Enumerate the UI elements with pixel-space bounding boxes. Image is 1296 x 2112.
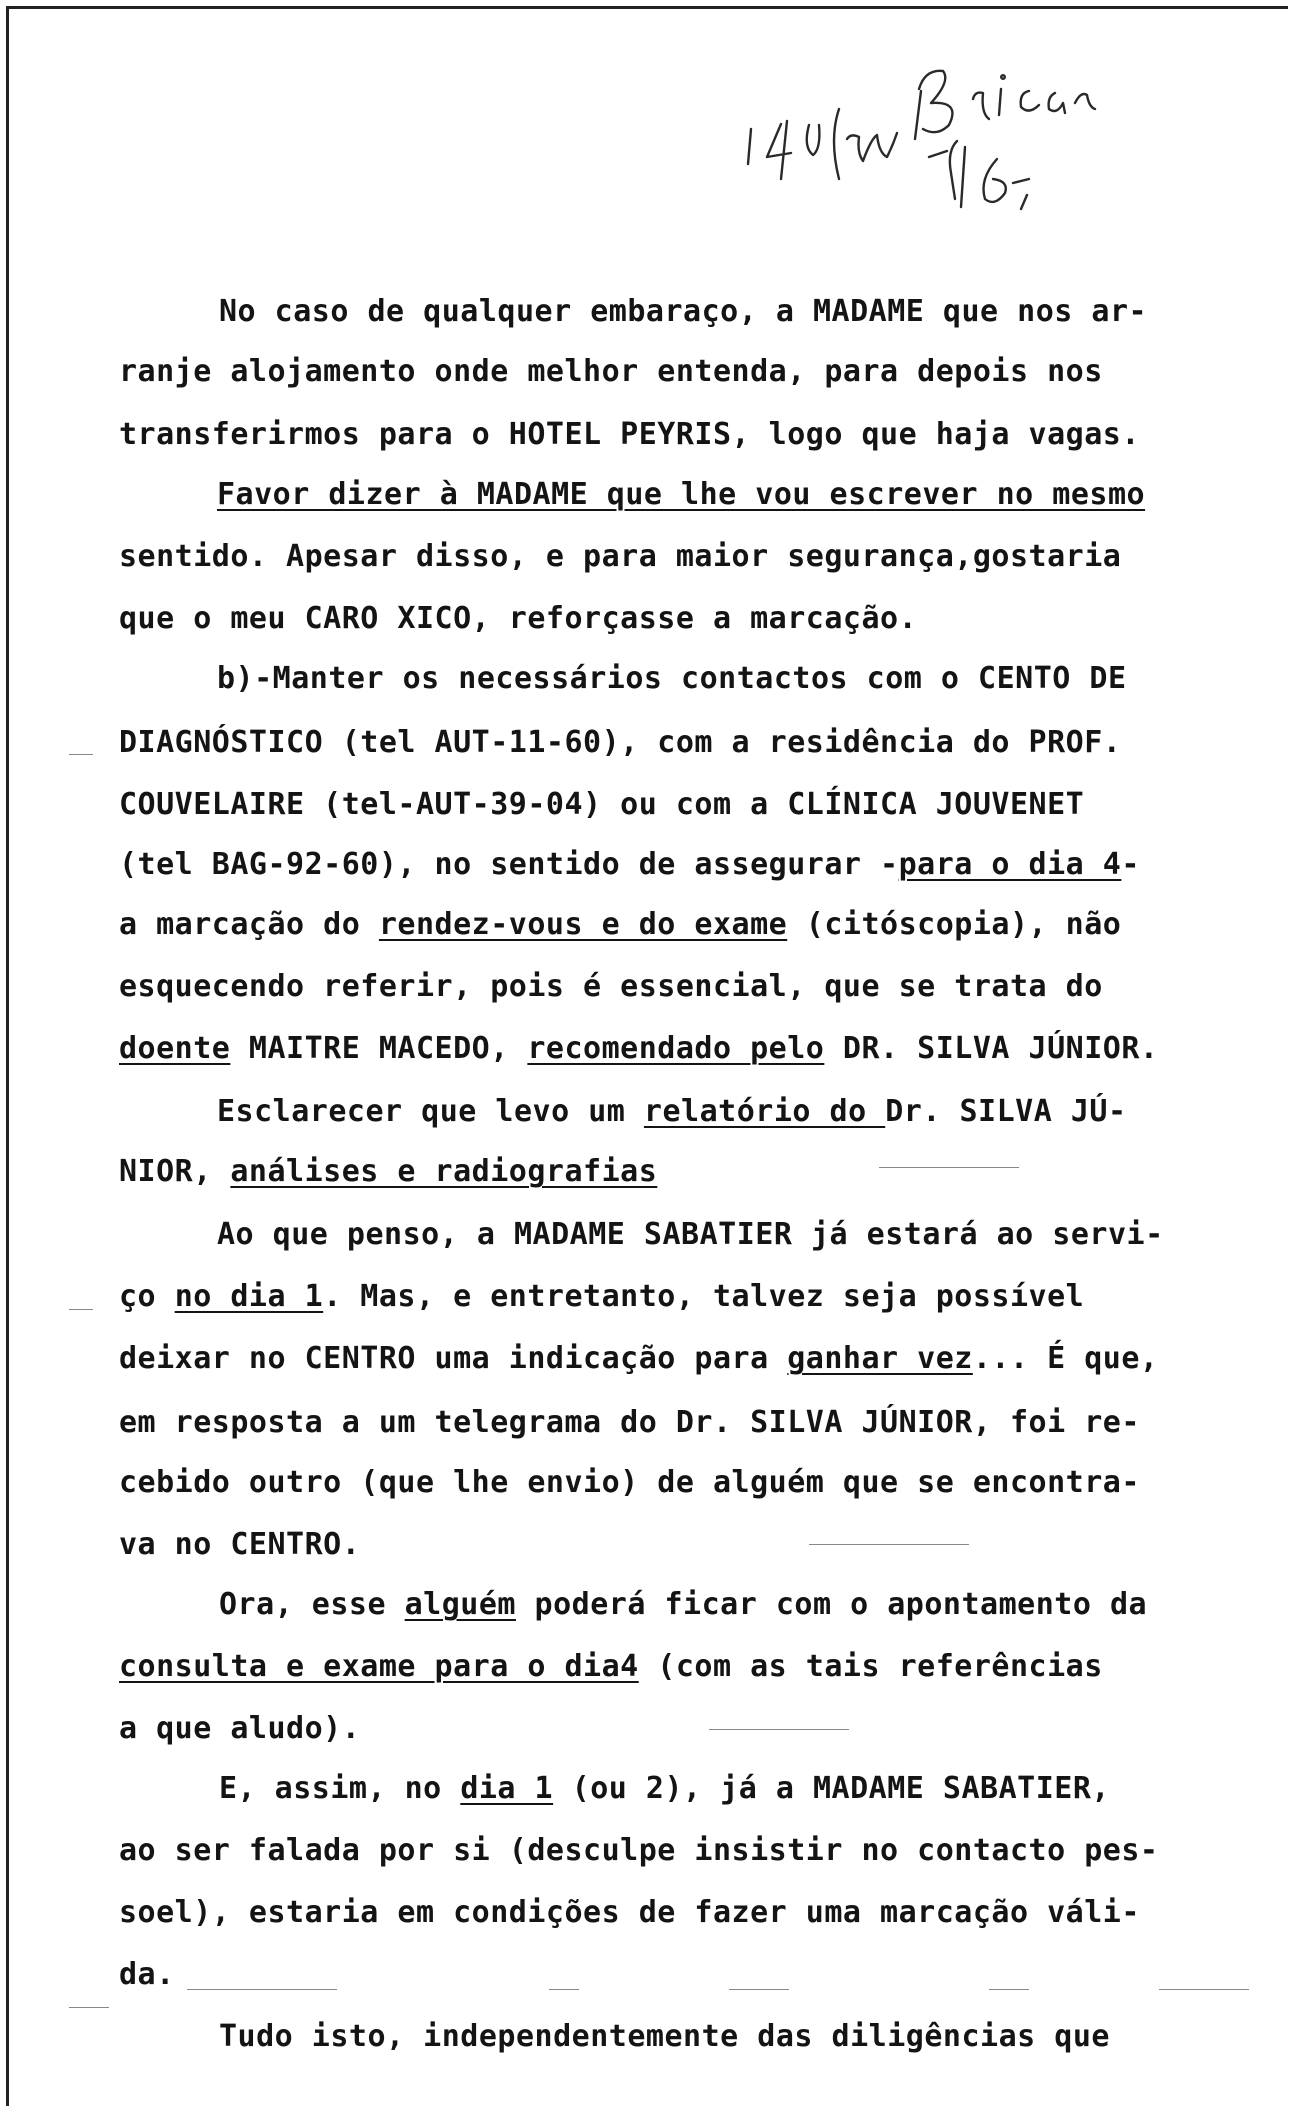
underlined-text: análises e radiografias	[230, 1154, 658, 1189]
letter-line	[217, 661, 1127, 697]
line-text: transferirmos para o HOTEL PEYRIS, logo que haja vagas.	[119, 417, 1140, 452]
letter-line	[119, 1279, 1084, 1315]
letter-line	[119, 1833, 1158, 1869]
typewritten-letter-page	[6, 6, 1288, 2106]
line-text: Tudo isto, independentemente das diligências que	[219, 2019, 1110, 2054]
underlined-text: ganhar vez	[787, 1341, 973, 1376]
line-text: ao ser falada por si (desculpe insistir no contacto pes-	[119, 1833, 1159, 1868]
line-text: (citóscopia), não	[787, 907, 1122, 942]
letter-line	[119, 1957, 175, 1993]
letter-line	[217, 477, 1145, 513]
line-text: sentido. Apesar disso, e para maior segurança,gostaria	[119, 539, 1122, 574]
underlined-text: no dia 1	[174, 1279, 324, 1314]
letter-line	[119, 1465, 1140, 1501]
underlined-text: para o dia 4	[898, 847, 1122, 882]
line-text: NIOR,	[119, 1154, 231, 1189]
letter-line	[119, 787, 1084, 823]
underlined-text: recomendado pelo	[527, 1031, 825, 1066]
underlined-text: doente	[119, 1031, 231, 1066]
line-text: cebido outro (que lhe envio) de alguém que se encontra-	[119, 1465, 1140, 1500]
underlined-text: dia 1	[460, 1771, 554, 1806]
letter-line	[119, 1649, 1103, 1685]
line-text: ... É que,	[972, 1341, 1159, 1376]
letter-line	[217, 1217, 1164, 1253]
letter-line	[119, 1341, 1158, 1377]
letter-line	[119, 725, 1121, 761]
line-text: COUVELAIRE (tel-AUT-39-04) ou com a CLÍNICA JOUVENET	[119, 787, 1085, 822]
line-text: deixar no CENTRO uma indicação para	[119, 1341, 788, 1376]
line-text: ço	[119, 1279, 175, 1314]
underlined-text: consulta e exame para o dia4	[119, 1649, 639, 1684]
letter-line	[119, 907, 1121, 943]
line-text: Esclarecer que levo um	[217, 1094, 644, 1129]
line-text: poderá ficar com o apontamento da	[516, 1587, 1148, 1622]
letter-line	[119, 539, 1121, 575]
handwritten-address-note	[729, 29, 1189, 219]
line-text: . Mas, e entretanto, talvez seja possível	[323, 1279, 1085, 1314]
underlined-text: Favor dizer à MADAME que lhe vou escrever no mesmo	[217, 477, 1146, 512]
line-text: que o meu CARO XICO, reforçasse a marcação.	[119, 601, 918, 636]
line-text: Ora, esse	[219, 1587, 405, 1622]
underlined-text: rendez-vous e do exame	[378, 907, 788, 942]
letter-line	[219, 1587, 1147, 1623]
letter-line	[119, 1154, 657, 1190]
line-text: da.	[119, 1957, 175, 1992]
letter-line	[217, 1094, 1127, 1130]
line-text: ranje alojamento onde melhor entenda, para depois nos	[119, 354, 1103, 389]
letter-line	[119, 847, 1140, 883]
line-text: em resposta a um telegrama do Dr. SILVA JÚNIOR, foi re-	[119, 1405, 1140, 1440]
line-text: MAITRE MACEDO,	[230, 1031, 528, 1066]
handwriting-scribble-icon	[729, 29, 1189, 219]
line-text: esquecendo referir, pois é essencial, que se trata do	[119, 969, 1103, 1004]
line-text: Dr. SILVA JÚ-	[885, 1094, 1127, 1129]
line-text: E, assim, no	[219, 1771, 461, 1806]
underlined-text: relatório do	[643, 1094, 886, 1129]
line-text: -	[1121, 847, 1140, 882]
line-text: a marcação do	[119, 907, 379, 942]
line-text: No caso de qualquer embaraço, a MADAME que nos ar-	[219, 294, 1148, 329]
letter-line	[219, 1771, 1110, 1807]
line-text: a que aludo).	[119, 1711, 361, 1746]
line-text: b)-Manter os necessários contactos com o CENTO DE	[217, 661, 1127, 696]
underlined-text: alguém	[404, 1587, 516, 1622]
letter-line	[119, 969, 1103, 1005]
line-text: (com as tais referências	[638, 1649, 1103, 1684]
line-text: (tel BAG-92-60), no sentido de assegurar -	[119, 847, 899, 882]
letter-line	[119, 601, 917, 637]
letter-line	[119, 1031, 1158, 1067]
line-text: va no CENTRO.	[119, 1527, 361, 1562]
line-text: soel), estaria em condições de fazer uma marcação váli-	[119, 1895, 1140, 1930]
line-text: Ao que penso, a MADAME SABATIER já estará ao servi-	[217, 1217, 1164, 1252]
letter-line	[119, 1711, 360, 1747]
line-text: DR. SILVA JÚNIOR.	[824, 1031, 1159, 1066]
letter-line	[119, 1405, 1140, 1441]
letter-line	[119, 1895, 1140, 1931]
letter-line	[119, 1527, 360, 1563]
letter-line	[119, 417, 1140, 453]
letter-line	[219, 2019, 1110, 2055]
letter-line	[219, 294, 1147, 330]
letter-line	[119, 354, 1103, 390]
line-text: (ou 2), já a MADAME SABATIER,	[553, 1771, 1110, 1806]
line-text: DIAGNÓSTICO (tel AUT-11-60), com a residência do PROF.	[119, 725, 1122, 760]
